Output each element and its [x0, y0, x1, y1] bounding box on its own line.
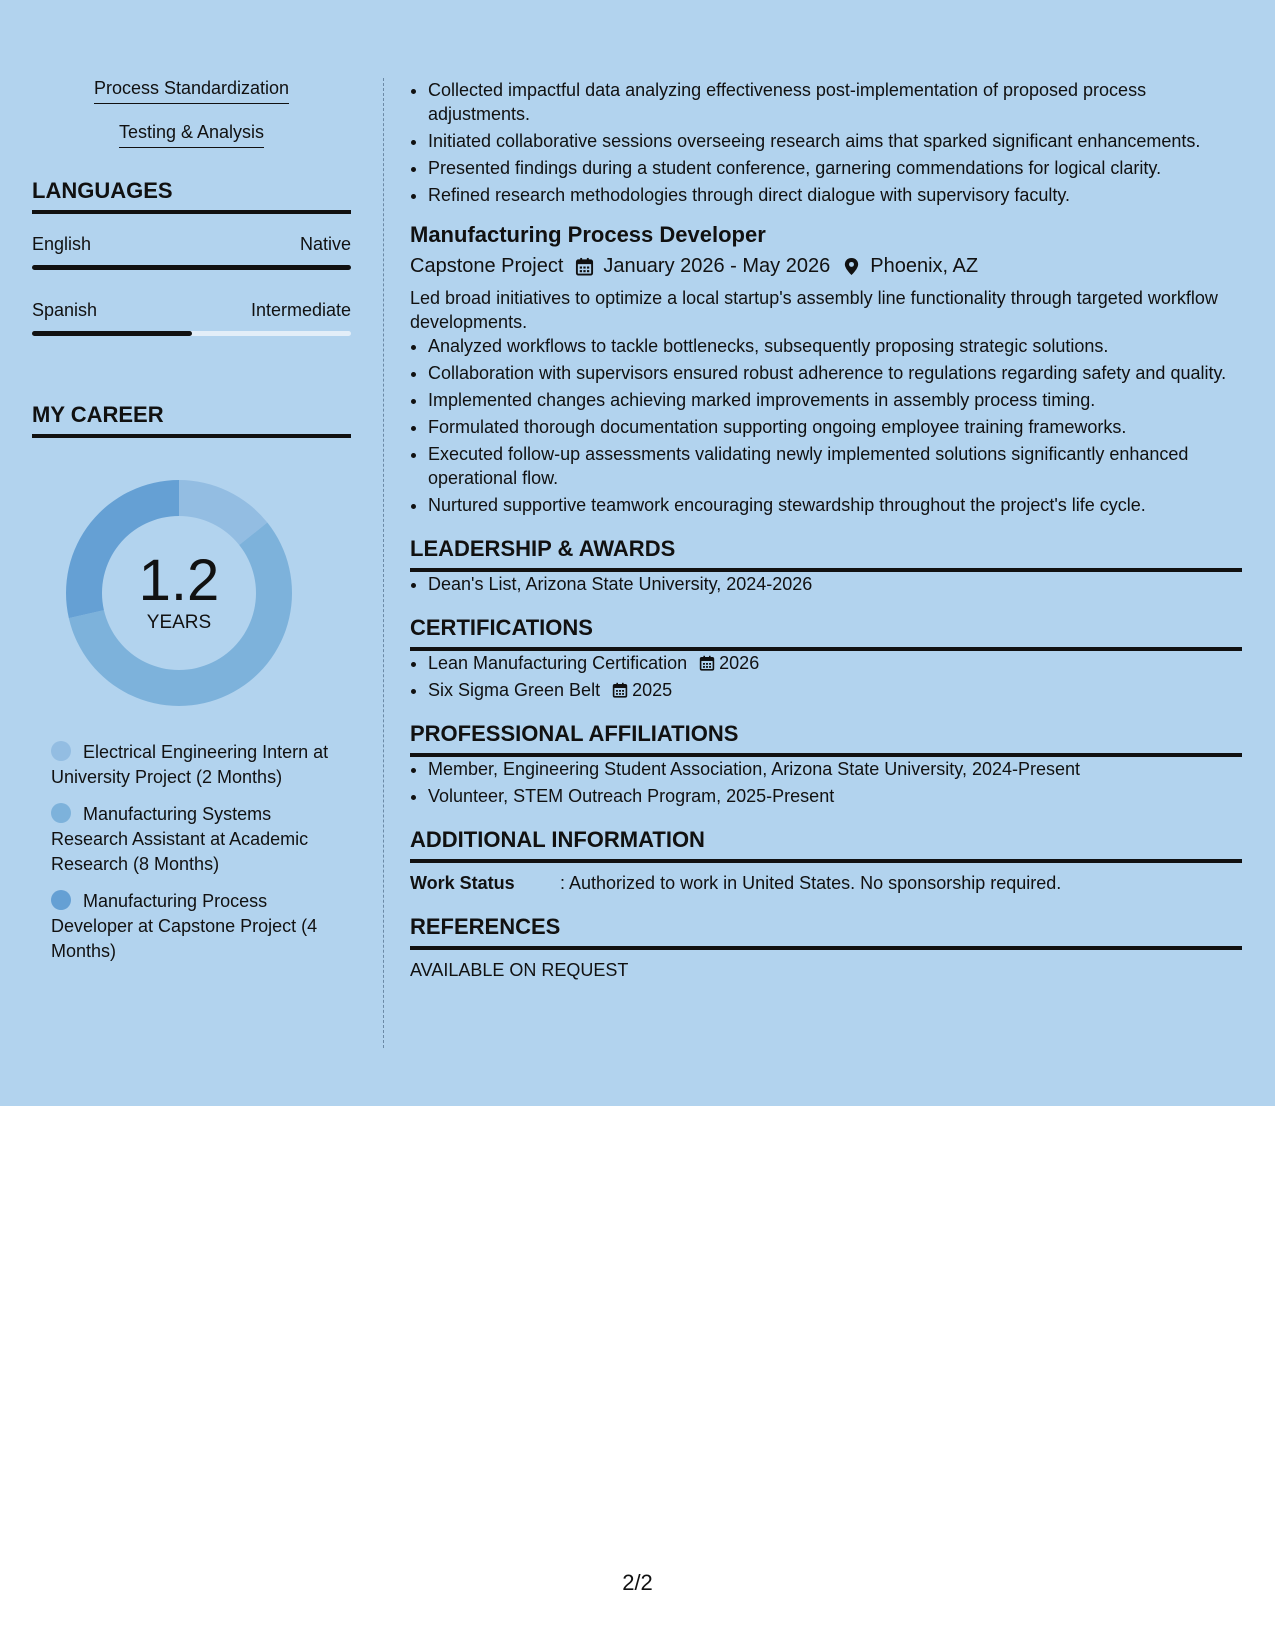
bullet-item: • Executed follow-up assessments validating newly implemented solutions significantly enhanced operational flow.	[428, 442, 1242, 490]
job-description: Led broad initiatives to optimize a local startup's assembly line functionality through targeted workflow developments.	[410, 288, 1218, 332]
left-column	[32, 78, 351, 976]
language-proficiency-fill	[32, 265, 351, 270]
career-legend-text: Electrical Engineering Intern at University Project (2 Months)	[51, 742, 329, 787]
language-row	[32, 234, 351, 255]
skill-item: Testing & Analysis	[32, 122, 351, 148]
bullet-item: • Collected impactful data analyzing effectiveness post-implementation of proposed process adjustments.	[428, 78, 1242, 126]
certification-item	[428, 678, 1242, 702]
bullet-item: • Refined research methodologies through direct dialogue with supervisory faculty.	[428, 183, 1242, 207]
location-pin-icon	[842, 257, 861, 276]
language-proficiency-bar	[32, 265, 351, 270]
bullet-item: • Nurtured supportive teamwork encouraging stewardship throughout the project's life cycle.	[428, 493, 1242, 517]
career-total-value: 1.2	[138, 548, 220, 613]
bullet-item: • Initiated collaborative sessions overseeing research aims that sparked significant enhancements.	[428, 129, 1242, 153]
bullet-item: • Implemented changes achieving marked improvements in assembly process timing.	[428, 388, 1242, 412]
job-dates: January 2026 - May 2026	[603, 255, 831, 277]
work-status-row	[410, 871, 1242, 895]
certifications-list	[410, 651, 1242, 702]
bullet-item: • Presented findings during a student conference, garnering commendations for logical clarity.	[428, 156, 1242, 180]
references-heading: REFERENCES	[410, 913, 1242, 950]
language-proficiency-bar	[32, 331, 351, 336]
career-total-unit: YEARS	[146, 612, 212, 633]
work-status-value: : Authorized to work in United States. No sponsorship required.	[560, 873, 1062, 893]
career-legend-item	[51, 740, 351, 790]
language-name: English	[32, 234, 92, 254]
certifications-heading: CERTIFICATIONS	[410, 614, 1242, 651]
calendar-icon	[575, 257, 594, 276]
career-donut-chart	[66, 480, 292, 706]
language-level: Native	[299, 234, 351, 254]
right-column	[410, 78, 1242, 982]
legend-dot-icon	[51, 803, 71, 823]
page-number: 2/2	[622, 1570, 653, 1595]
calendar-icon	[699, 655, 715, 671]
job-title: Manufacturing Process Developer	[410, 222, 766, 247]
language-name: Spanish	[32, 300, 98, 320]
career-legend-text: Manufacturing Systems Research Assistant at Academic Research (8 Months)	[51, 804, 309, 874]
certification-name: Six Sigma Green Belt	[428, 680, 601, 700]
career-legend-text: Manufacturing Process Developer at Capstone Project (4 Months)	[51, 891, 318, 961]
leadership-heading: LEADERSHIP & AWARDS	[410, 535, 1242, 572]
language-level: Intermediate	[250, 300, 351, 320]
job-bullets	[410, 334, 1242, 517]
bullet-item: • Member, Engineering Student Association, Arizona State University, 2024-Present	[428, 757, 1242, 781]
additional-info-heading: ADDITIONAL INFORMATION	[410, 826, 1242, 863]
career-legend	[32, 740, 351, 964]
career-section	[32, 402, 351, 964]
certification-item	[428, 651, 1242, 675]
certification-year: 2025	[632, 680, 673, 700]
certification-year: 2026	[719, 653, 760, 673]
affiliations-list	[410, 757, 1242, 808]
bullet-item: • Analyzed workflows to tackle bottlenecks, subsequently proposing strategic solutions.	[428, 334, 1242, 358]
bullet-item: • Dean's List, Arizona State University, 2024-2026	[428, 572, 1242, 596]
legend-dot-icon	[51, 890, 71, 910]
career-heading: MY CAREER	[32, 402, 351, 438]
references-text: AVAILABLE ON REQUEST	[410, 960, 629, 980]
language-proficiency-fill	[32, 331, 192, 336]
language-row	[32, 300, 351, 321]
bullet-item: • Formulated thorough documentation supporting ongoing employee training frameworks.	[428, 415, 1242, 439]
career-legend-item	[51, 802, 351, 877]
affiliations-heading: PROFESSIONAL AFFILIATIONS	[410, 720, 1242, 757]
leadership-list	[410, 572, 1242, 596]
bullet-item: • Collaboration with supervisors ensured robust adherence to regulations regarding safety and quality.	[428, 361, 1242, 385]
job-location: Phoenix, AZ	[870, 255, 979, 277]
certification-name: Lean Manufacturing Certification	[428, 653, 688, 673]
bullet-item: • Volunteer, STEM Outreach Program, 2025-Present	[428, 784, 1242, 808]
languages-section	[32, 178, 351, 336]
skill-item: Process Standardization	[32, 78, 351, 104]
calendar-icon	[612, 682, 628, 698]
previous-job-bullets	[410, 78, 1242, 207]
job-meta	[410, 254, 1242, 278]
work-status-label: Work Status	[410, 873, 515, 893]
career-legend-item	[51, 889, 351, 964]
column-divider	[383, 78, 384, 1048]
languages-heading: LANGUAGES	[32, 178, 351, 214]
job-company: Capstone Project	[410, 255, 564, 277]
legend-dot-icon	[51, 741, 71, 761]
donut-center	[66, 480, 292, 706]
